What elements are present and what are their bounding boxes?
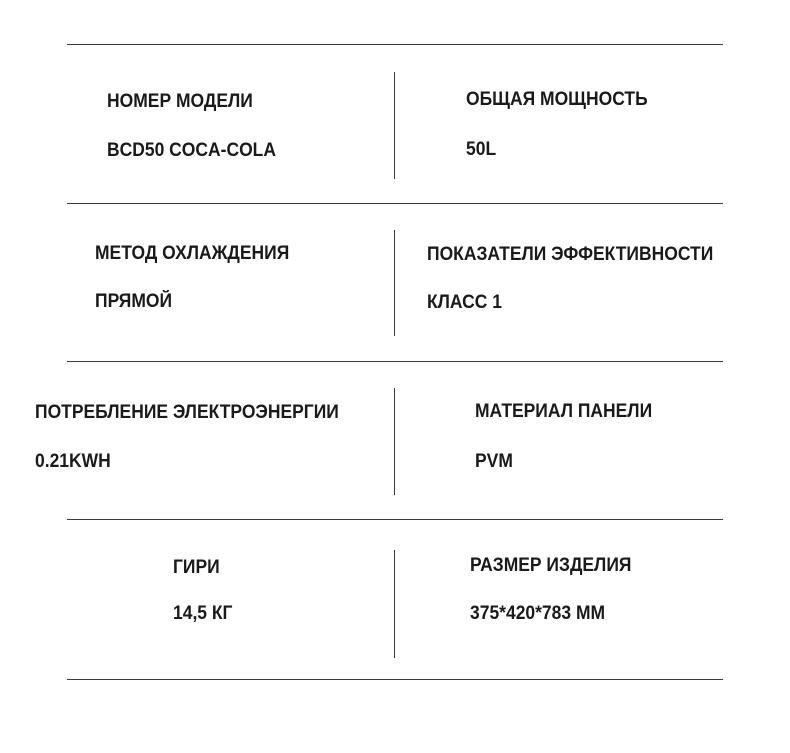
column-divider xyxy=(394,230,395,336)
spec-value: 375*420*783 ММ xyxy=(470,603,606,624)
row-divider xyxy=(67,44,723,45)
spec-value: 14,5 КГ xyxy=(173,603,233,624)
spec-label: НОМЕР МОДЕЛИ xyxy=(107,91,253,112)
spec-value: 50L xyxy=(466,139,497,160)
spec-label: РАЗМЕР ИЗДЕЛИЯ xyxy=(470,555,632,576)
row-divider xyxy=(67,679,723,680)
row-divider xyxy=(67,203,723,204)
column-divider xyxy=(394,72,395,179)
column-divider xyxy=(394,550,395,658)
spec-label: ГИРИ xyxy=(173,557,220,578)
spec-value: ПРЯМОЙ xyxy=(95,291,173,312)
spec-value: 0.21KWH xyxy=(35,451,111,472)
spec-label: ПОТРЕБЛЕНИЕ ЭЛЕКТРОЭНЕРГИИ xyxy=(35,402,339,423)
column-divider xyxy=(394,388,395,495)
spec-value: PVM xyxy=(475,451,513,472)
row-divider xyxy=(67,519,723,520)
spec-label: ПОКАЗАТЕЛИ ЭФФЕКТИВНОСТИ xyxy=(427,244,714,265)
spec-value: КЛАСС 1 xyxy=(427,292,502,313)
spec-label: ОБЩАЯ МОЩНОСТЬ xyxy=(466,89,648,110)
row-divider xyxy=(67,361,723,362)
spec-label: МЕТОД ОХЛАЖДЕНИЯ xyxy=(95,243,290,264)
spec-label: МАТЕРИАЛ ПАНЕЛИ xyxy=(475,401,653,422)
spec-value: BCD50 COCA-COLA xyxy=(107,140,276,161)
